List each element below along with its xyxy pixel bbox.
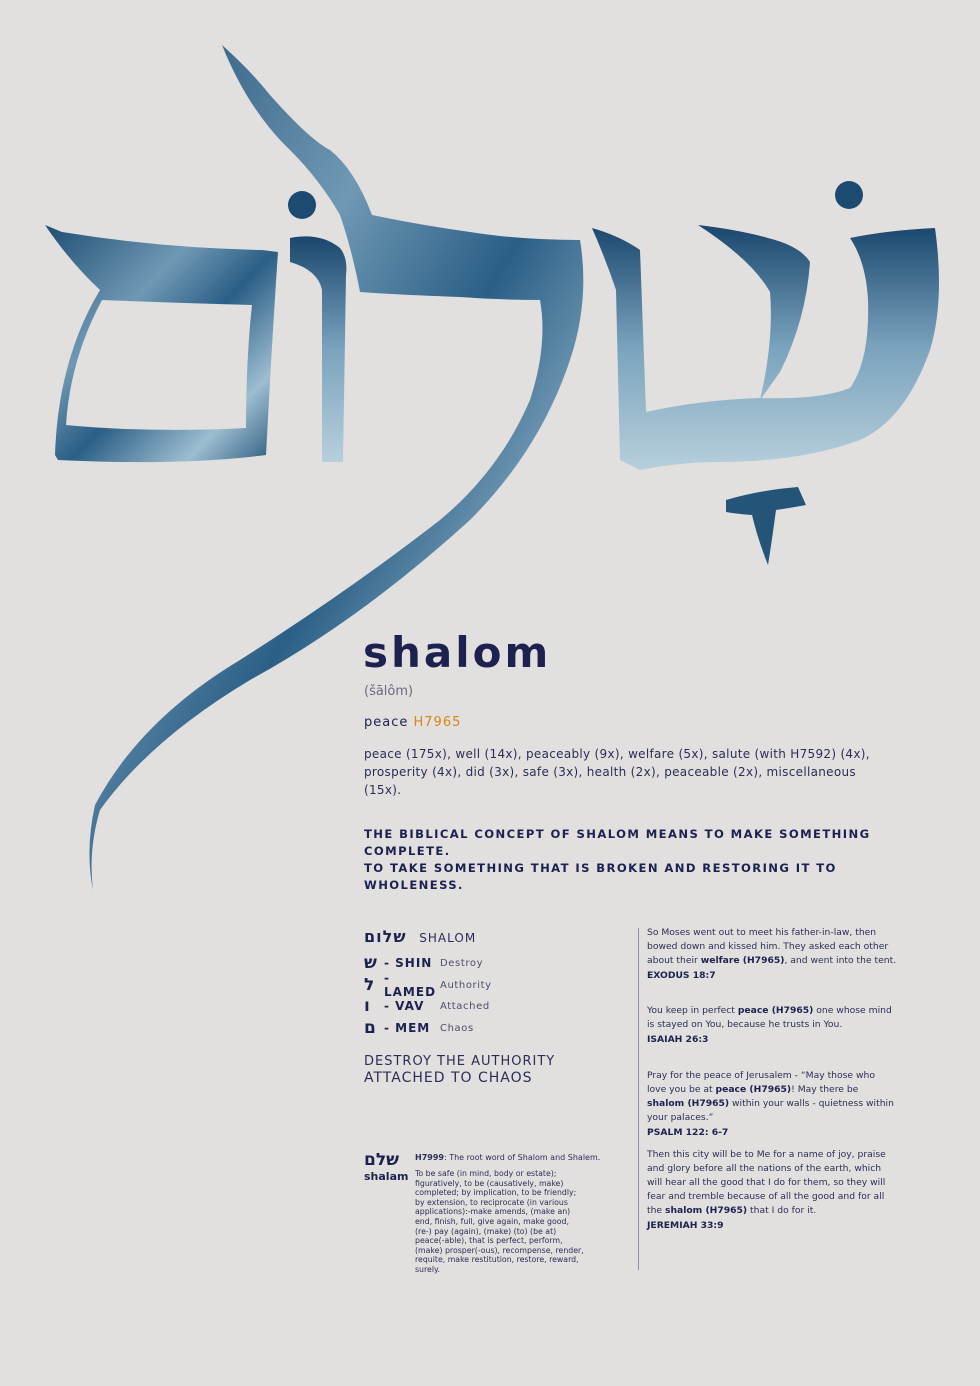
letter-row-mem xyxy=(364,1019,474,1037)
shalam-note-text: : The root word of Shalom and Shalem. xyxy=(443,1153,601,1162)
shalam-definition: To be safe (in mind, body or estate); figuratively, to be (causatively, make) completed; by implication, to be friendly; by extension, to reciprocate (in various applications):-make amends, (make an) end, finish, full, give again, make good, (re-) pay (again), (make) (to) (be at) peace(-able), that is perfect, perform, (make) prosper(-ous), recompense, render, requite, make restitution, restore, reward, surely. xyxy=(415,1169,584,1274)
letters-heading-hebrew: שלום xyxy=(364,927,407,946)
verse-psalm xyxy=(647,1069,897,1140)
verse-reference: PSALM 122: 6-7 xyxy=(647,1127,729,1138)
gloss-word: peace xyxy=(364,715,409,730)
letter-meaning: Attached xyxy=(440,1000,490,1012)
verse-text-part: that I do for it. xyxy=(747,1205,817,1216)
verse-text xyxy=(647,1069,897,1125)
verse-text xyxy=(647,926,897,968)
verse-text-part: , and went into the tent. xyxy=(784,955,897,966)
shalam-strongs: H7999 xyxy=(415,1153,444,1162)
shalam-word: shalam xyxy=(364,1170,409,1183)
column-divider xyxy=(638,928,639,1270)
letter-row-shin xyxy=(364,954,483,972)
concept-line-2: TO TAKE SOMETHING THAT IS BROKEN AND RESTORING IT TO WHOLENESS. xyxy=(364,861,837,892)
holam-dot xyxy=(288,191,316,219)
letter-meaning: Authority xyxy=(440,979,492,991)
letter-hebrew: ם xyxy=(364,1018,376,1038)
verse-text-part: Then this city will be to Me for a name of joy, praise and glory before all the nations of the earth, which will hear all the good that I do for them, so they will fear and tremble because of all the good and for all the xyxy=(647,1149,886,1216)
verse-exodus xyxy=(647,926,897,983)
verse-jeremiah xyxy=(647,1148,897,1233)
verse-keyword: shalom (H7965) xyxy=(665,1205,748,1216)
final-mem-letter xyxy=(45,225,278,462)
verse-text-part: Pray for the peace of Jerusalem - “May those who love you be at xyxy=(647,1070,875,1095)
letter-name: - VAV xyxy=(384,999,425,1013)
shin-letter xyxy=(592,225,939,470)
letter-hebrew: ש xyxy=(364,953,377,973)
summary-line-2: ATTACHED TO CHAOS xyxy=(364,1070,533,1086)
letter-row-vav xyxy=(364,997,490,1015)
letter-row-lamed xyxy=(364,971,492,999)
letter-hebrew: ו xyxy=(364,996,370,1016)
shin-dot xyxy=(835,181,863,209)
letters-summary xyxy=(364,1053,555,1087)
verse-keyword: shalom (H7965) xyxy=(647,1098,730,1109)
verse-text-part: So Moses went out to meet his father-in-law, then bowed down and kissed him. They asked each other about their xyxy=(647,927,889,966)
letter-meaning: Chaos xyxy=(440,1022,474,1034)
concept-statement xyxy=(364,826,924,894)
verse-keyword: peace (H7965) xyxy=(737,1005,814,1016)
verse-text-part: You keep in perfect xyxy=(647,1005,738,1016)
usage-list: peace (175x), well (14x), peaceably (9x), welfare (5x), salute (with H7592) (4x), prosperity (4x), did (3x), safe (3x), health (2x), peaceable (2x), miscellaneous (15x). xyxy=(364,747,870,797)
strongs-number: H7965 xyxy=(413,715,462,730)
letter-name: - MEM xyxy=(384,1021,431,1035)
summary-line-1: DESTROY THE AUTHORITY xyxy=(364,1054,556,1069)
page-title: shalom xyxy=(363,628,552,677)
verse-text-part: ! May there be xyxy=(791,1084,859,1095)
letter-name: - SHIN xyxy=(384,956,433,970)
verse-keyword: peace (H7965) xyxy=(715,1084,792,1095)
qamats-mark xyxy=(726,487,806,565)
verse-reference: ISAIAH 26:3 xyxy=(647,1034,709,1045)
verse-reference: JEREMIAH 33:9 xyxy=(647,1220,724,1231)
verse-text-part: within your walls - quietness within your palaces.” xyxy=(647,1098,894,1123)
letters-heading xyxy=(364,927,476,946)
verse-text-part: one whose mind is stayed on You, because he trusts in You. xyxy=(647,1005,892,1030)
concept-line-1: THE BIBLICAL CONCEPT OF SHALOM MEANS TO MAKE SOMETHING COMPLETE. xyxy=(364,827,871,858)
transliteration: (šālôm) xyxy=(364,684,414,699)
gloss xyxy=(364,715,461,730)
shalam-hebrew: שלם xyxy=(364,1150,400,1170)
verse-reference: EXODUS 18:7 xyxy=(647,970,716,981)
letter-name: - LAMED xyxy=(384,971,437,999)
shalam-note xyxy=(415,1153,600,1162)
verse-text xyxy=(647,1148,897,1218)
letter-meaning: Destroy xyxy=(440,957,484,969)
verse-keyword: welfare (H7965) xyxy=(700,955,785,966)
letters-heading-label: SHALOM xyxy=(419,931,477,945)
verse-isaiah xyxy=(647,1004,897,1047)
verse-text xyxy=(647,1004,897,1032)
vav-letter xyxy=(290,236,346,462)
letter-hebrew: ל xyxy=(364,975,375,995)
